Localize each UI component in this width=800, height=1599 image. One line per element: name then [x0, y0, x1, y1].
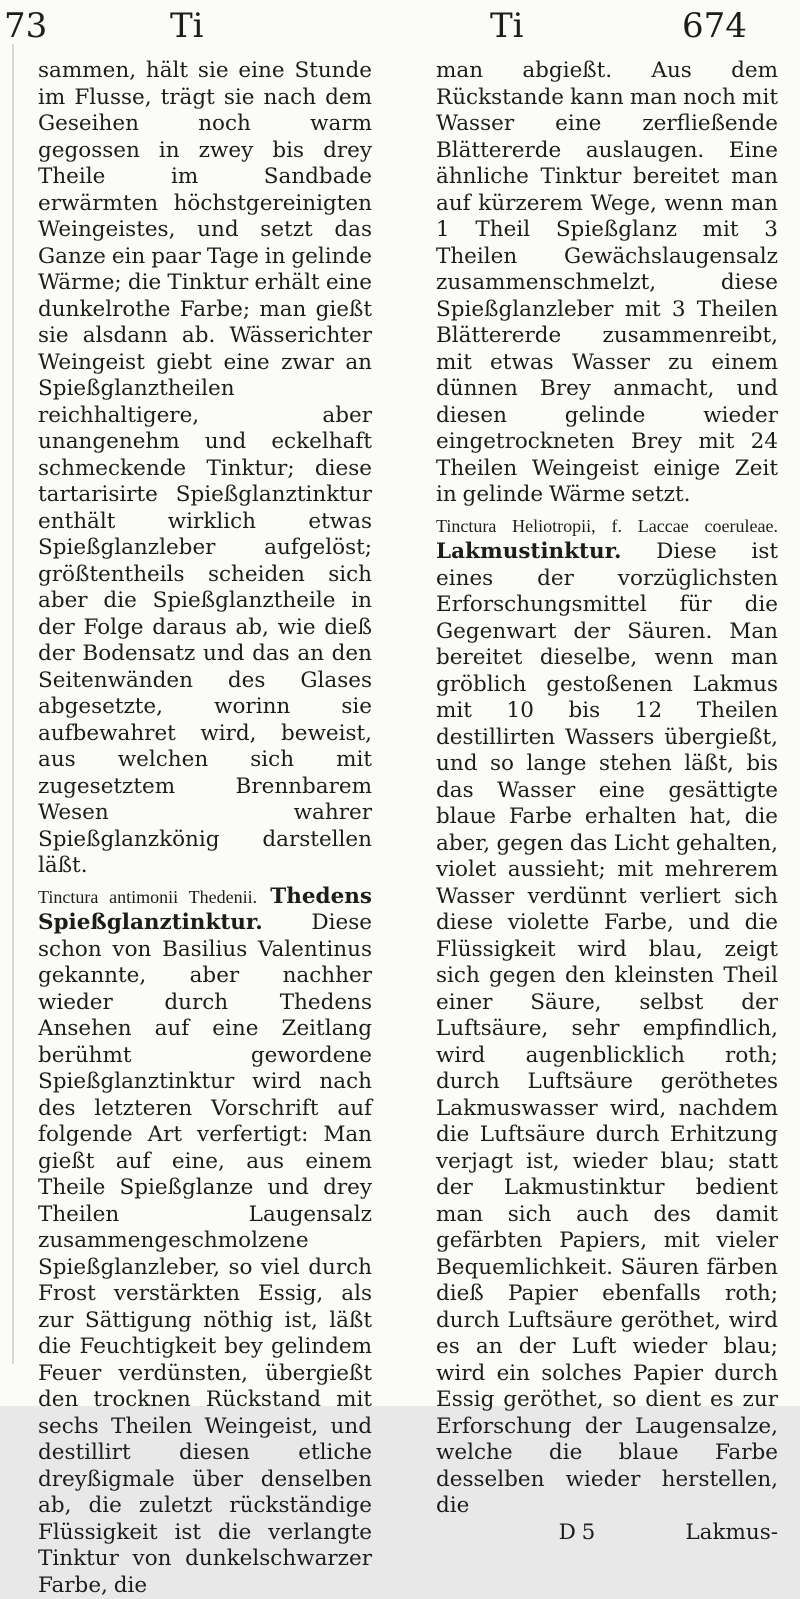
section-heading-heliotropii — [436, 513, 778, 1520]
running-head-left: Ti — [170, 6, 204, 46]
left-column — [38, 58, 372, 1599]
right-paragraph-1: man abgießt. Aus dem Rückstande kann man noch mit Wasser eine zerfließende Blättererde auslaugen. Eine ähnliche Tinktur bereitet man auf kürzerem Wege, wenn man 1 Theil Spießglanz mit 3 Theilen Gewächslaugensalz zusammenschmelzt, diese Spießglanzleber mit 3 Theilen Blättererde zusammenreibt, mit etwas Wasser zu einem dünnen Brey anmacht, und diesen gelinde wieder eingetrockneten Brey mit 24 Theilen Weingeist einige Zeit in gelinde Wärme setzt. — [436, 58, 778, 509]
catchword: Lakmus- — [685, 1520, 778, 1545]
heading-german-thedenii: Thedens Spießglanztinktur. — [38, 884, 372, 936]
page-edge-shadow — [12, 44, 14, 1364]
running-head-right: Ti — [490, 6, 524, 46]
left-paragraph-1: sammen, hält sie eine Stunde im Flusse, trägt sie nach dem Geseihen noch warm gegossen in zwey bis drey Theile im Sandbade erwärmten höchstgereinigten Weingeistes, und setzt das Ganze ein paar Tage in gelinde Wärme; die Tinktur erhält eine dunkelrothe Farbe; man gießt sie alsdann ab. Wässerichter Weingeist giebt eine zwar an Spießglanztheilen reichhaltigere, aber unangenehm und eckelhaft schmeckende Tinktur; diese tartarisirte Spießglanztinktur enthält wirklich etwas Spießglanzleber aufgelöst; größtentheils scheiden sich aber die Spießglanztheile in der Folge daraus ab, wie dieß der Bodensatz und das an den Seitenwänden des Glases abgesetzte, worinn sie aufbewahret wird, beweist, aus welchen sich mit zugesetztem Brennbarem Wesen wahrer Spießglanzkönig darstellen läßt. — [38, 58, 372, 880]
signature-mark: D 5 — [559, 1520, 596, 1545]
page-number-left: 73 — [4, 6, 47, 46]
right-paragraph-2: Diese ist eines der vorzüglichsten Erforschungsmittel für die Gegenwart der Säuren. Man bereitet dieselbe, wenn man gröblich gestoßenen Lakmus mit 10 bis 12 Theilen destillirten Wassers übergießt, und so lange stehen läßt, bis das Wasser eine gesättigte blaue Farbe erhalten hat, die aber, gegen das Licht gehalten, violet aussieht; mit mehrerem Wasser verdünnt verliert sich diese violette Farbe, und die Flüssigkeit wird blau, zeigt sich gegen den kleinsten Theil einer Säure, selbst der Luftsäure, sehr empfindlich, wird augenblicklich roth; durch Luftsäure geröthetes Lakmuswasser wird, nachdem die Luftsäure durch Erhitzung verjagt ist, wieder blau; statt der Lakmustinktur bedient man sich auch des damit gefärbten Papiers, mit vieler Bequemlichkeit. Säuren färben dieß Papier ebenfalls roth; durch Luftsäure geröthet, wird es an der Luft wieder blau; wird ein solches Papier durch Essig geröthet, so dient es zur Erforschung der Laugensalze, welche die blaue Farbe desselben wieder herstellen, die — [436, 539, 778, 1518]
page-number-right: 674 — [682, 6, 747, 46]
heading-latin-heliotropii: Tinctura Heliotropii, f. Laccae coeruleae. — [436, 516, 778, 536]
heading-latin-thedenii: Tinctura antimonii Thedenii. — [38, 887, 257, 907]
left-paragraph-2: Diese schon von Basilius Valentinus gekannte, aber nachher wieder durch Thedens Ansehen auf eine Zeitlang berühmt gewordene Spießglanztinktur wird nach des letzteren Vorschrift auf folgende Art verfertigt: Man gießt auf eine, aus einem Theile Spießglanze und drey Theilen Laugensalz zusammengeschmolzene Spießglanzleber, so viel durch Frost verstärkten Essig, als zur Sättigung nöthig ist, läßt die Feuchtigkeit bey gelindem Feuer verdünsten, übergießt den trocknen Rückstand mit sechs Theilen Weingeist, und destillirt diesen etliche dreyßigmale über denselben ab, die zuletzt rückständige Flüssigkeit ist die verlangte Tinktur von dunkelschwarzer Farbe, die — [38, 910, 372, 1598]
page-footer-line — [436, 1520, 778, 1547]
page-header — [0, 0, 800, 52]
heading-german-lakmus: Lakmustinktur. — [436, 539, 621, 564]
section-heading-thedenii — [38, 884, 372, 1599]
right-column — [436, 58, 778, 1546]
